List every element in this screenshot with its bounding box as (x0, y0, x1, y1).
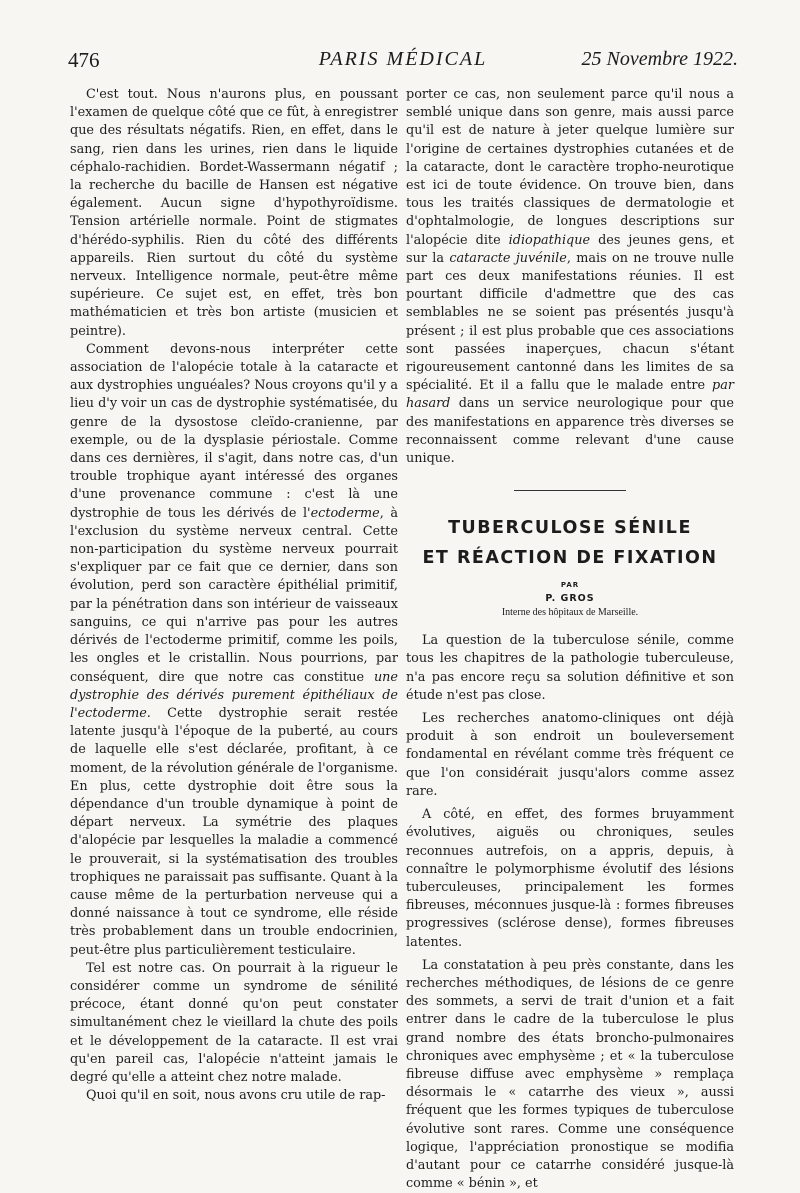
italic-term: ectoderme (310, 505, 380, 521)
paragraph (70, 341, 398, 960)
left-column (70, 86, 398, 1105)
article-title (406, 513, 734, 573)
journal-title: PARIS MÉDICAL (318, 48, 488, 70)
paragraph: La constatation à peu près constante, dans les recherches méthodiques, de lésions de ce genre des sommets, a servi de trait d'union et a fait entrer dans le cadre de la tuberculose le plus grand nombre des états broncho-pulmonaires chroniques avec emphysème ; et « la tuberculose fibreuse diffuse avec emphysème » remplaça désormais le « catarrhe des vieux », aussi fréquent que les formes typiques de tuberculose évolutive sont rares. Comme une conséquence logique, l'appréciation pronostique se modifia d'autant pour ce catarrhe considéré jusque-là comme « bénin », et (406, 957, 734, 1192)
text-run: porter ce cas, non seulement parce qu'il nous a semblé unique dans son genre, mais aussi parce qu'il est de nature à jeter quelque lumière sur l'origine de certaines dystrophies cutanées et de la cataracte, dont le caractère tropho-neurotique est ici de toute évidence. On trouve bien, dans tous les traités classiques de dermatologie et d'ophtalmologie, de longues descriptions sur l'alopécie dite (406, 87, 734, 248)
page-header (68, 48, 738, 76)
text-run: des jeunes gens, et sur la (406, 232, 734, 266)
paragraph: La question de la tuberculose sénile, comme tous les chapitres de la pathologie tuberculeuse, n'a pas encore reçu sa solution définitive et son étude n'est pas close. (406, 633, 734, 703)
text-run: Cette dystrophie serait restée latente jusqu'à l'époque de la puberté, au cours de laquelle elle s'est déclarée, profitant, à ce moment, de la révolution générale de l'organisme. En plus, cette dystrophie doit être sous la dépendance d'un trouble dynamique à point de départ nerveux. La symétrie des plaques d'alopécie par lesquelles la maladie a commencé le prouverait, si la systématisation des troubles trophiques ne paraissait pas suffisante. Quant à la cause même de la perturbation nerveuse qui a donné naissance à tout ce syndrome, elle réside très probablement dans un trouble endocrinien, peut-être plus particulièrement testiculaire. (70, 705, 398, 958)
byline-label: PAR (560, 581, 580, 590)
paragraph (406, 86, 734, 468)
section-divider (514, 490, 626, 491)
italic-term: cataracte juvénile (449, 250, 567, 266)
text-run: , mais on ne trouve nulle part ces deux manifestations réunies. Il est pourtant difficile d'admettre que des cas semblables ne se soient pas présentés jusqu'à présent ; il est plus probable que ces associations sont passées inaperçues, chacun s'étant rigoureusement cantonné dans les limites de sa spécialité. Et il a fallu que le malade entre (406, 250, 735, 394)
text-run: dans un service neurologique pour que des manifestations en apparence très diverses se reconnaissent comme relevant d'une cause unique. (406, 396, 734, 467)
page-number: 476 (68, 48, 100, 72)
author-affiliation: Interne des hôpitaux de Marseille. (501, 607, 639, 619)
italic-phrase: une dystrophie des dérivés purement épithéliaux de l'ectoderme. (70, 669, 398, 721)
italic-term: par hasard (406, 378, 734, 412)
article-title-line: ET RÉACTION DE FIXATION (422, 548, 718, 569)
paragraph: A côté, en effet, des formes bruyamment évolutives, aiguës ou chroniques, seules reconnues autrefois, on a appris, depuis, à connaître le polymorphisme évolutif des lésions tuberculeuses, principalement les formes fibreuses, méconnues jusque-là : formes fibreuses progressives (sclérose dense), formes fibreuses latentes. (406, 807, 734, 950)
right-column (406, 86, 734, 1193)
article-title-line: TUBERCULOSE SÉNILE (448, 518, 692, 539)
paragraph: Les recherches anatomo-cliniques ont déjà produit à son endroit un bouleversement fondamental en révélant comme très fréquent ce que l'on considérait jusqu'alors comme assez rare. (406, 711, 734, 799)
italic-term: idiopathique (508, 232, 591, 248)
text-run: Comment devons-nous interpréter cette association de l'alopécie totale à la cataracte et aux dystrophies unguéales? Nous croyons qu'il y a lieu d'y voir un cas de dystrophie systématisée, du genre de la dysostose cleïdo-cranienne, par exemple, ou de la dysplasie périostale. Comme dans ces dernières, il s'agit, dans notre cas, d'un trouble trophique ayant intéressé des organes d'une provenance commune : c'est là une dystrophie de tous les dérivés de l' (70, 341, 398, 521)
paragraph: Quoi qu'il en soit, nous avons cru utile de rap- (86, 1088, 386, 1104)
paragraph: C'est tout. Nous n'aurons plus, en poussant l'examen de quelque côté que ce fût, à enregistrer que des résultats négatifs. Rien, en effet, dans le sang, rien dans les urines, rien dans le liquide céphalo-rachidien. Bordet-Wassermann négatif ; la recherche du bacille de Hansen est négative également. Aucun signe d'hypothyroïdisme. Tension artérielle normale. Point de stigmates d'hérédo-syphilis. Rien du côté des différents appareils. Rien surtout du côté du système nerveux. Intelligence normale, peut-être même supérieure. Ce sujet est, en effet, très bon mathématicien et très bon artiste (musicien et peintre). (70, 87, 398, 339)
text-run: , à l'exclusion du système nerveux central. Cette non-participation du système nerveux pourrait s'expliquer par ce fait que ce dernier, dans son évolution, perd son caractère épithélial primitif, par la pénétration dans son intérieur de vaisseaux sanguins, ce qui n'arrive pas pour les autres dérivés de l'ectoderme primitif, comme les poils, les ongles et le cristallin. Nous pourrions, par conséquent, dire que notre cas constitue (70, 505, 398, 685)
paragraph: Tel est notre cas. On pourrait à la rigueur le considérer comme un syndrome de sénilité précoce, étant donné qu'on peut constater simultanément chez le vieillard la chute des poils et le développement de la cataracte. Il est vrai qu'en pareil cas, l'alopécie n'atteint jamais le degré qu'elle a atteint chez notre malade. (70, 960, 398, 1085)
author-name: P. GROS (545, 593, 595, 605)
issue-date: 25 Novembre 1922. (581, 48, 738, 70)
